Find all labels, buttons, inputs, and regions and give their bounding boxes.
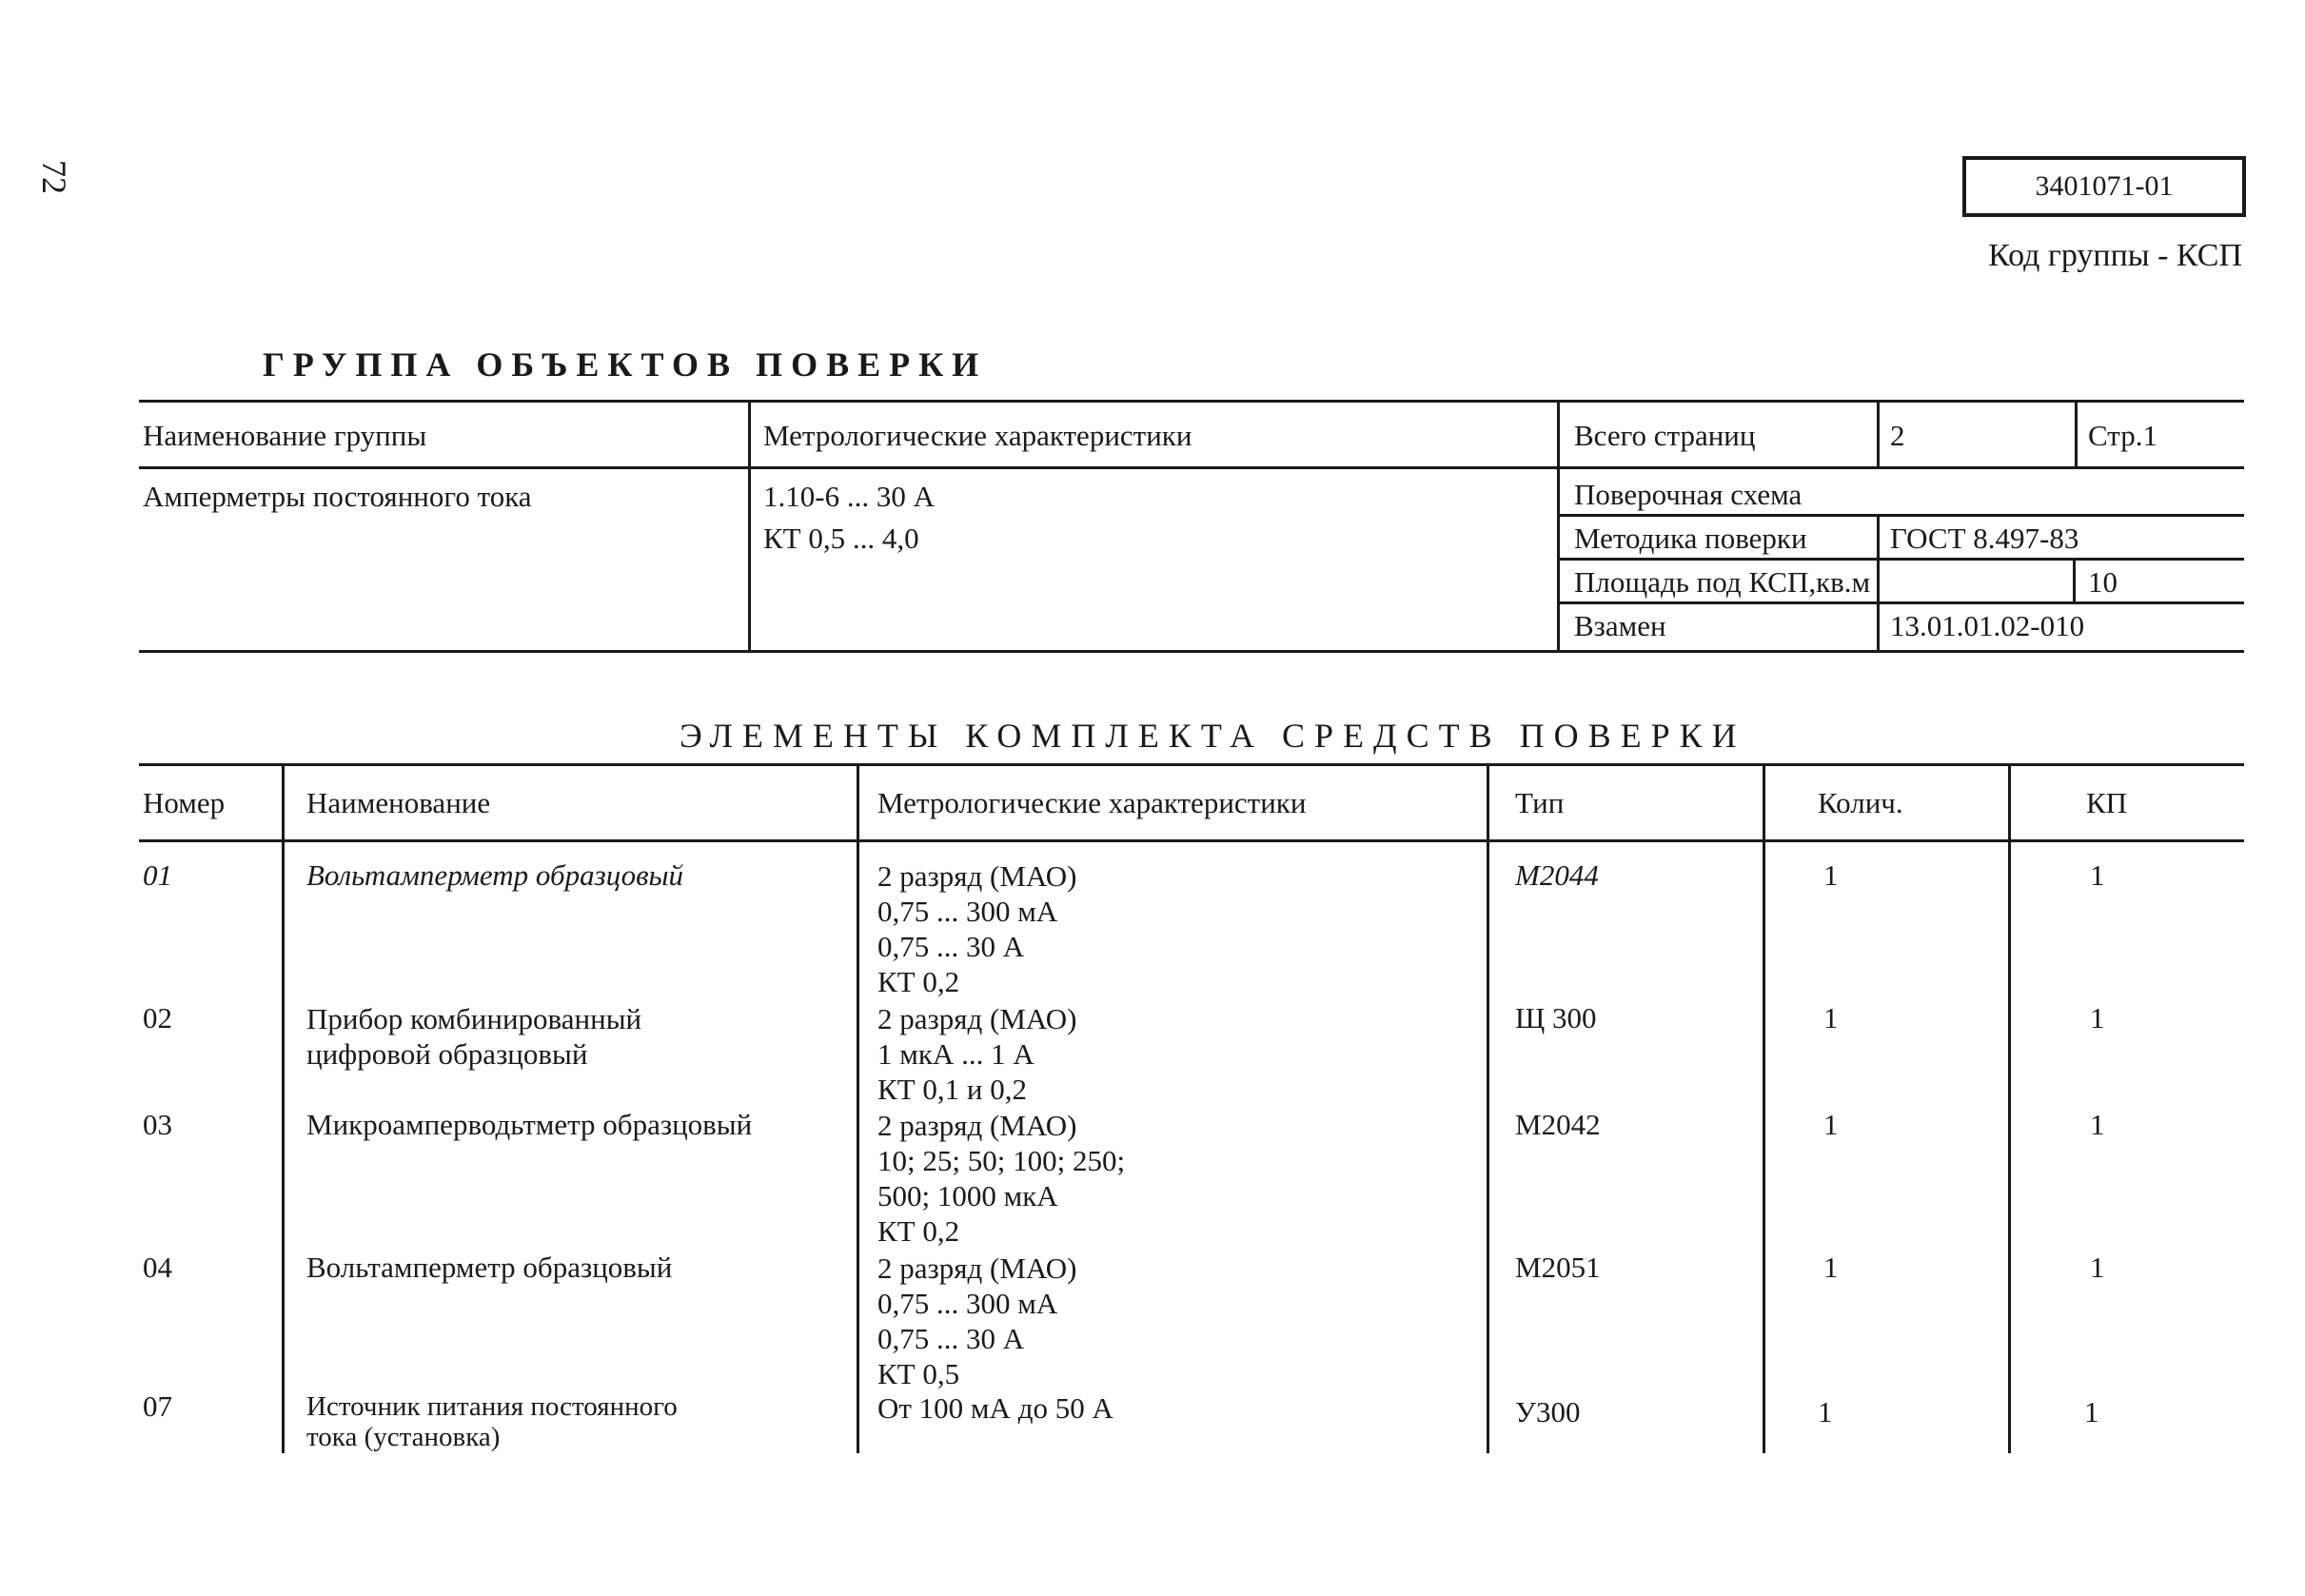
row-kp: 1 <box>2090 858 2105 892</box>
row-type: М2044 <box>1515 858 1599 892</box>
row-name: Микроамперводьтметр образцовый <box>306 1108 753 1141</box>
group-metro-header: Метрологические характеристики <box>763 419 1192 452</box>
replaces-value: 13.01.01.02-010 <box>1890 609 2085 642</box>
row-metrology: 2 разряд (МАО) 0,75 ... 300 мА 0,75 ... 30 А КТ 0,2 <box>877 859 1077 998</box>
table-rule <box>1877 514 1880 650</box>
method-value: ГОСТ 8.497-83 <box>1890 522 2079 555</box>
metro-header: Метрологические характеристики <box>877 786 1307 819</box>
table-rule <box>282 763 285 1453</box>
row-metrology: От 100 мА до 50 А <box>877 1391 1113 1425</box>
table-rule <box>2073 558 2076 601</box>
row-type: Щ 300 <box>1515 1001 1597 1034</box>
area-value: 10 <box>2088 565 2118 599</box>
group-name: Амперметры постоянного тока <box>143 480 532 513</box>
table-rule <box>1877 400 1880 466</box>
kp-header: КП <box>2086 786 2128 819</box>
row-kp: 1 <box>2084 1395 2099 1429</box>
row-type: М2042 <box>1515 1108 1601 1141</box>
table-rule <box>1763 763 1765 1453</box>
table-rule <box>748 400 751 650</box>
total-pages-label: Всего страниц <box>1574 419 1756 452</box>
table-rule <box>139 650 2244 653</box>
row-name: Источник питания постоянного тока (установка) <box>306 1391 678 1452</box>
document-code-box: 3401071-01 <box>1962 156 2246 217</box>
page-label: Стр.1 <box>2088 419 2157 452</box>
row-quantity: 1 <box>1823 858 1839 892</box>
table-rule <box>139 400 2244 403</box>
table-rule <box>1487 763 1489 1453</box>
num-header: Номер <box>143 786 226 819</box>
table-rule <box>1557 601 2244 604</box>
table-rule <box>139 466 2244 469</box>
row-quantity: 1 <box>1823 1001 1839 1034</box>
row-name: Прибор комбинированный цифровой образцовый <box>306 1002 642 1071</box>
row-kp: 1 <box>2090 1251 2105 1284</box>
group-metro-class: КТ 0,5 ... 4,0 <box>763 522 919 555</box>
row-kp: 1 <box>2090 1001 2105 1034</box>
row-metrology: 2 разряд (МАО) 1 мкА ... 1 А КТ 0,1 и 0,2 <box>877 1002 1077 1106</box>
row-metrology: 2 разряд (МАО) 0,75 ... 300 мА 0,75 ... 30 А КТ 0,5 <box>877 1251 1077 1390</box>
method-label: Методика поверки <box>1574 522 1807 555</box>
row-number: 01 <box>143 858 172 892</box>
replaces-label: Взамен <box>1574 609 1666 642</box>
table-rule <box>139 839 2244 842</box>
row-number: 02 <box>143 1001 172 1034</box>
row-kp: 1 <box>2090 1108 2105 1141</box>
table-rule <box>1557 514 2244 517</box>
scheme-label: Поверочная схема <box>1574 478 1803 511</box>
row-quantity: 1 <box>1818 1395 1833 1429</box>
table-rule <box>857 763 859 1453</box>
row-name: Вольтамперметр образцовый <box>306 1251 673 1284</box>
qty-header: Колич. <box>1818 786 1903 819</box>
page-number: 72 <box>35 160 73 194</box>
area-label: Площадь под КСП,кв.м <box>1574 565 1871 599</box>
type-header: Тип <box>1515 786 1565 819</box>
group-metro-range: 1.10-6 ... 30 А <box>763 480 935 513</box>
row-quantity: 1 <box>1823 1108 1839 1141</box>
row-number: 07 <box>143 1389 172 1423</box>
group-name-header: Наименование группы <box>143 419 427 452</box>
table-rule <box>1557 400 1560 650</box>
elements-section-heading: ЭЛЕМЕНТЫ КОМПЛЕКТА СРЕДСТВ ПОВЕРКИ <box>680 717 1746 755</box>
row-number: 03 <box>143 1108 172 1141</box>
row-name: Вольтамперметр образцовый <box>306 858 684 892</box>
row-type: У300 <box>1515 1395 1581 1429</box>
row-metrology: 2 разряд (МАО) 10; 25; 50; 100; 250; 500; 1000 мкА КТ 0,2 <box>877 1109 1126 1248</box>
group-code: Код группы - КСП <box>1988 238 2242 273</box>
table-rule <box>2008 763 2011 1453</box>
name-header: Наименование <box>306 786 491 819</box>
total-pages-value: 2 <box>1890 419 1905 452</box>
table-rule <box>1557 558 2244 561</box>
group-section-heading: ГРУППА ОБЪЕКТОВ ПОВЕРКИ <box>263 345 988 384</box>
row-quantity: 1 <box>1823 1251 1839 1284</box>
row-type: М2051 <box>1515 1251 1601 1284</box>
row-number: 04 <box>143 1251 172 1284</box>
table-rule <box>2075 400 2078 466</box>
table-rule <box>139 763 2244 766</box>
